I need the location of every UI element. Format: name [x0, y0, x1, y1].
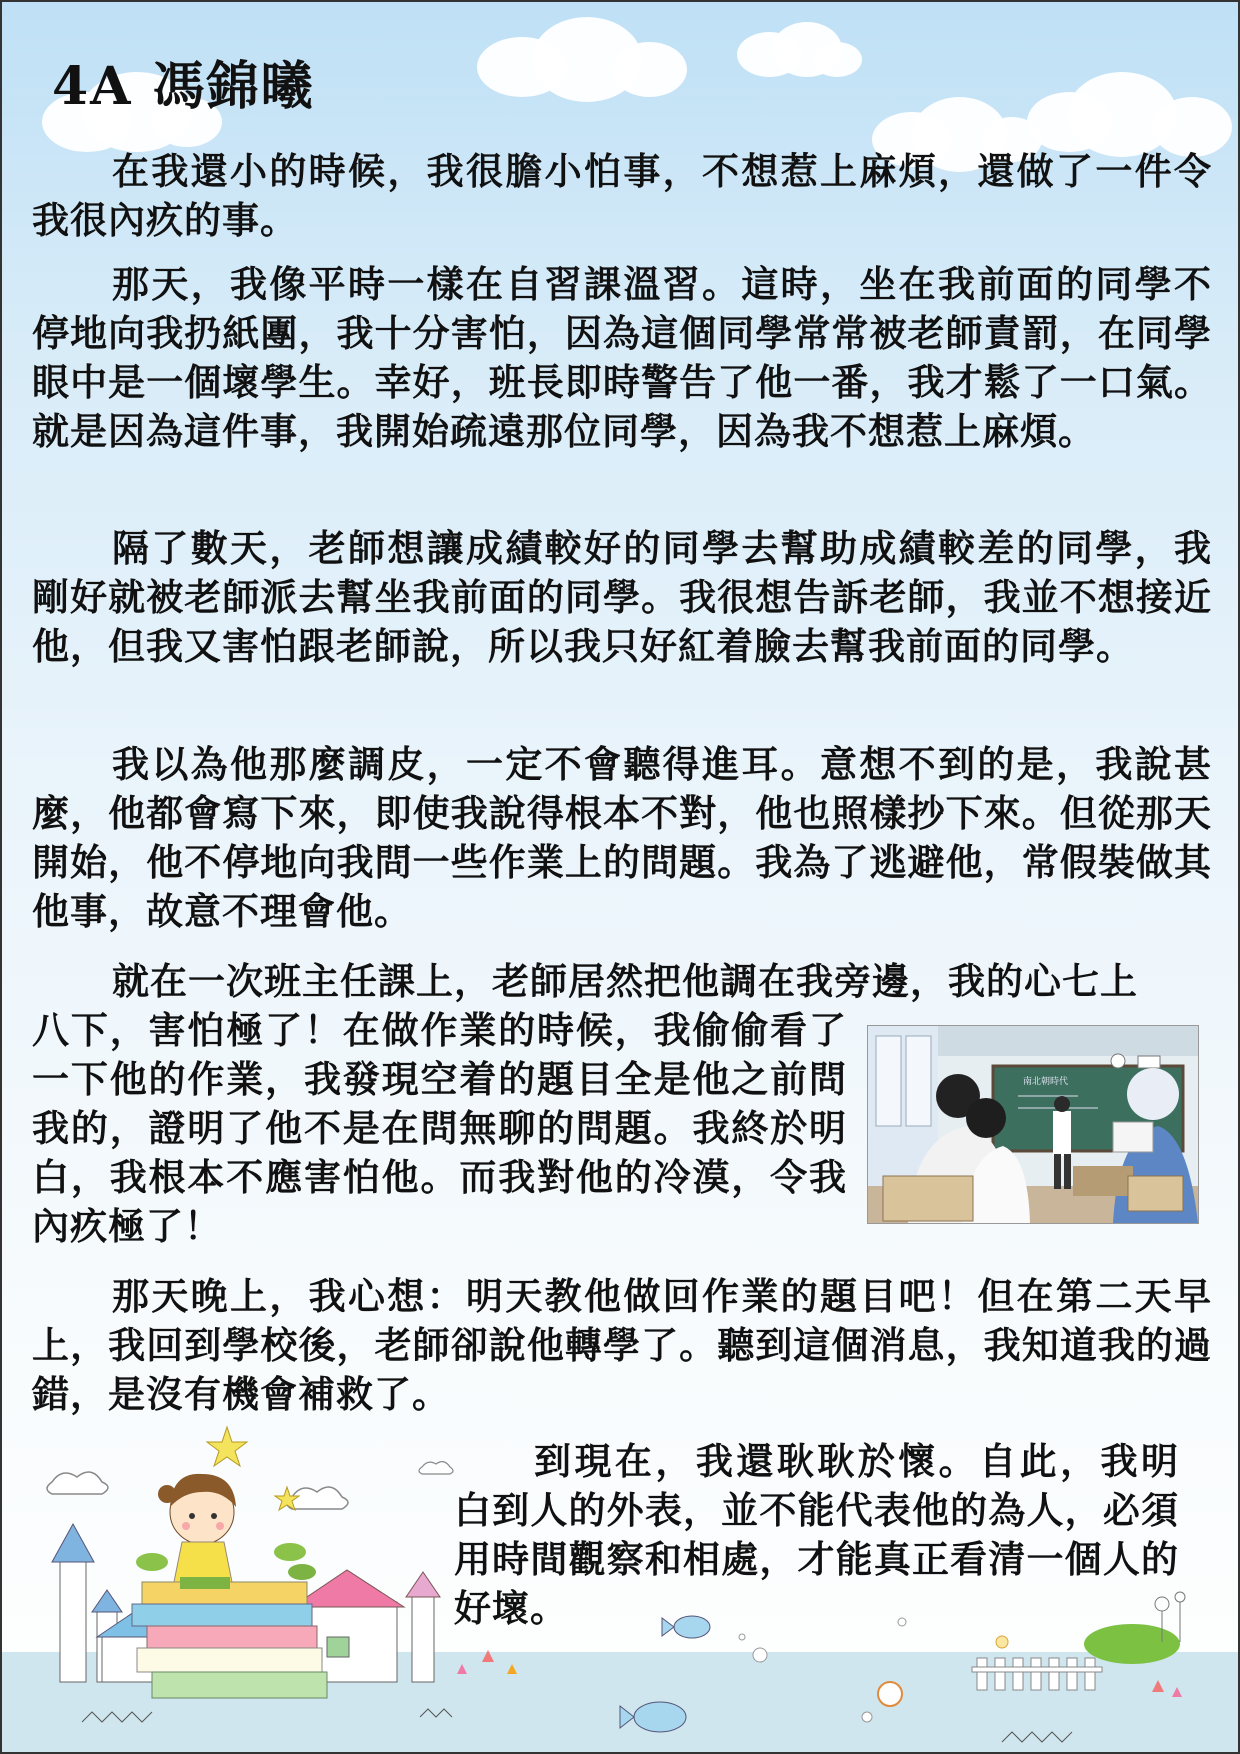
blackboard-text: 南北朝時代 — [1023, 1077, 1069, 1087]
paragraph-2: 那天，我像平時一樣在自習課溫習。這時，坐在我前面的同學不停地向我扔紙團，我十分害怕，因為這個同學常常被老師責罰，在同學眼中是一個壞學生。幸好，班長即時警告了他一番，我才鬆了一口氣。就是因為這件事，我開始疏遠那位同學，因為我不想惹上麻煩。 — [32, 262, 1212, 453]
paragraph-1: 在我還小的時候，我很膽小怕事，不想惹上麻煩，還做了一件令我很內疚的事。 — [32, 149, 1212, 242]
paragraph-6: 那天晚上，我心想：明天教他做回作業的題目吧！但在第二天早上，我回到學校後，老師卻說他轉學了。聽到這個消息，我知道我的過錯，是沒有機會補救了。 — [32, 1274, 1212, 1416]
paragraph-5-line-1: 就在一次班主任課上，老師居然把他調在我旁邊，我的心七上 — [112, 959, 1138, 1003]
bottom-illustration — [2, 1412, 1240, 1754]
classroom-illustration — [867, 1025, 1199, 1224]
paragraph-5-rest: 八下，害怕極了！在做作業的時候，我偷偷看了一下他的作業，我發現空着的題目全是他之前問我的，證明了他不是在問無聊的問題。我終於明白，我根本不應害怕他。而我對他的冷漠，令我內疚極了！ — [32, 1008, 847, 1248]
page-title: 4A 馮錦曦 — [52, 56, 315, 117]
paragraph-3: 隔了數天，老師想讓成績較好的同學去幫助成績較差的同學，我剛好就被老師派去幫坐我前面的同學。我很想告訴老師，我並不想接近他，但我又害怕跟老師說，所以我只好紅着臉去幫我前面的同學。 — [32, 526, 1212, 668]
paragraph-4: 我以為他那麼調皮，一定不會聽得進耳。意想不到的是，我說甚麼，他都會寫下來，即使我說得根本不對，他也照樣抄下來。但從那天開始，他不停地向我問一些作業上的問題。我為了逃避他，常假裝做其他事，故意不理會他。 — [32, 742, 1212, 933]
paragraph-final: 到現在，我還耿耿於懷。自此，我明白到人的外表，並不能代表他的為人，必須用時間觀察和相處，才能真正看清一個人的好壞。 — [454, 1439, 1179, 1630]
